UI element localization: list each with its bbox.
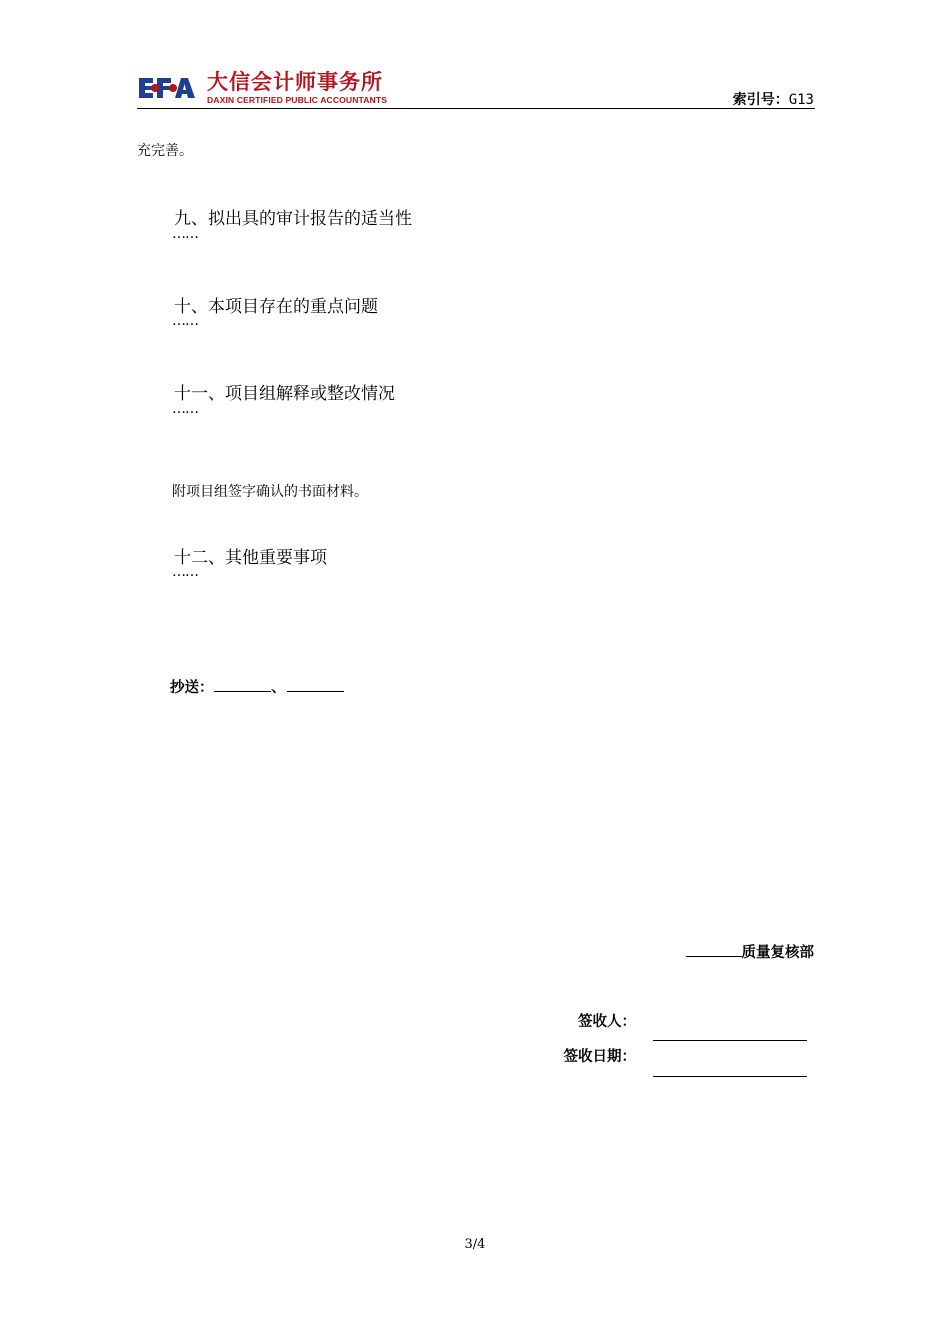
logo-chinese-name: 大信会计师事务所 bbox=[207, 70, 383, 94]
date-label: 签收日期： bbox=[563, 1049, 636, 1065]
date-signature-line[interactable] bbox=[653, 1076, 807, 1077]
cc-blank-1[interactable] bbox=[214, 676, 271, 692]
receiver-label: 签收人： bbox=[578, 1014, 636, 1030]
header-divider bbox=[137, 108, 815, 109]
department-blank[interactable] bbox=[686, 941, 742, 957]
cc-line bbox=[170, 676, 344, 697]
section-heading-10: 十、本项目存在的重点问题 bbox=[174, 297, 378, 317]
department-line bbox=[686, 941, 815, 962]
index-label: 索引号： bbox=[732, 92, 789, 108]
section-heading-9: 九、拟出具的审计报告的适当性 bbox=[174, 209, 412, 229]
department-name: 质量复核部 bbox=[741, 945, 814, 961]
index-number bbox=[733, 89, 814, 109]
section-body-9: …… bbox=[172, 226, 198, 242]
section-body-12: …… bbox=[172, 564, 198, 580]
section-body-10: …… bbox=[172, 313, 198, 329]
section-body-11: …… bbox=[172, 401, 198, 417]
section-heading-11: 十一、项目组解释或整改情况 bbox=[174, 384, 395, 404]
continuation-text: 充完善。 bbox=[137, 143, 193, 159]
cc-label: 抄送： bbox=[170, 680, 214, 696]
index-value: G13 bbox=[788, 92, 814, 108]
attachment-note: 附项目组签字确认的书面材料。 bbox=[172, 484, 368, 500]
page-number: 3/4 bbox=[464, 1237, 486, 1252]
cc-separator: 、 bbox=[271, 680, 286, 696]
receiver-signature-line[interactable] bbox=[653, 1040, 807, 1041]
cc-blank-2[interactable] bbox=[287, 676, 344, 692]
section-heading-12: 十二、其他重要事项 bbox=[174, 548, 327, 568]
daxin-logo-icon bbox=[137, 72, 199, 104]
logo-english-name: DAXIN CERTIFIED PUBLIC ACCOUNTANTS bbox=[207, 95, 388, 105]
